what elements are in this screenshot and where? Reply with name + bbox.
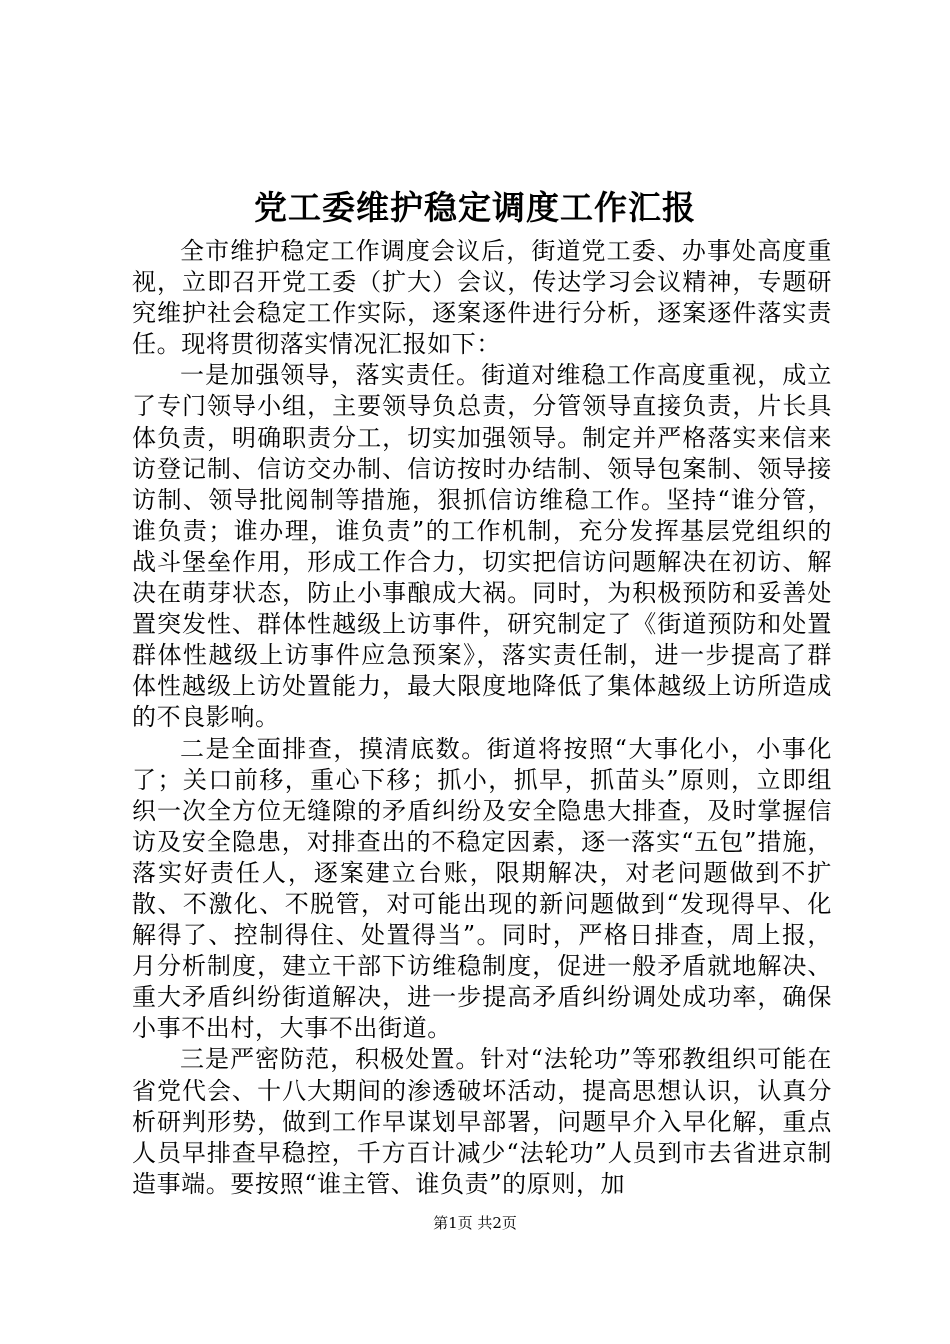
paragraph-intro: 全市维护稳定工作调度会议后，街道党工委、办事处高度重视，立即召开党工委（扩大）会议，传达学习会议精神，专题研究维护社会稳定工作实际，逐案逐件进行分析，逐案逐件落实责任。现将贯彻落实情况汇报如下： [132,237,832,359]
page-footer: 第1页 共2页 [433,1214,517,1232]
document-title: 党工委维护稳定调度工作汇报 [254,188,696,227]
paragraph-2: 二是全面排查，摸清底数。街道将按照“大事化小，小事化了；关口前移，重心下移；抓小，抓早，抓苗头”原则，立即组织一次全方位无缝隙的矛盾纠纷及安全隐患大排查，及时掌握信访及安全隐患，对排查出的不稳定因素，逐一落实“五包”措施，落实好责任人，逐案建立台账，限期解决，对老问题做到不扩散、不激化、不脱管，对可能出现的新问题做到“发现得早、化解得了、控制得住、处置得当”。同时，严格日排查，周上报，月分析制度，建立干部下访维稳制度，促进一般矛盾就地解决、重大矛盾纠纷街道解决，进一步提高矛盾纠纷调处成功率，确保小事不出村，大事不出街道。 [132,734,832,1043]
document-body [132,236,832,1200]
paragraph-3: 三是严密防范，积极处置。针对“法轮功”等邪教组织可能在省党代会、十八大期间的渗透破坏活动，提高思想认识，认真分析研判形势，做到工作早谋划早部署，问题早介入早化解，重点人员早排查早稳控，千方百计减少“法轮功”人员到市去省进京制造事端。要按照“谁主管、谁负责”的原则，加 [132,1045,832,1198]
paragraph-1: 一是加强领导，落实责任。街道对维稳工作高度重视，成立了专门领导小组，主要领导负总责，分管领导直接负责，片长具体负责，明确职责分工，切实加强领导。制定并严格落实来信来访登记制、信访交办制、信访按时办结制、领导包案制、领导接访制、领导批阅制等措施，狠抓信访维稳工作。坚持“谁分管，谁负责；谁办理，谁负责”的工作机制，充分发挥基层党组织的战斗堡垒作用，形成工作合力，切实把信访问题解决在初访、解决在萌芽状态，防止小事酿成大祸。同时，为积极预防和妥善处置突发性、群体性越级上访事件，研究制定了《街道预防和处置群体性越级上访事件应急预案》，落实责任制，进一步提高了群体性越级上访处置能力，最大限度地降低了集体越级上访所造成的不良影响。 [132,361,832,732]
